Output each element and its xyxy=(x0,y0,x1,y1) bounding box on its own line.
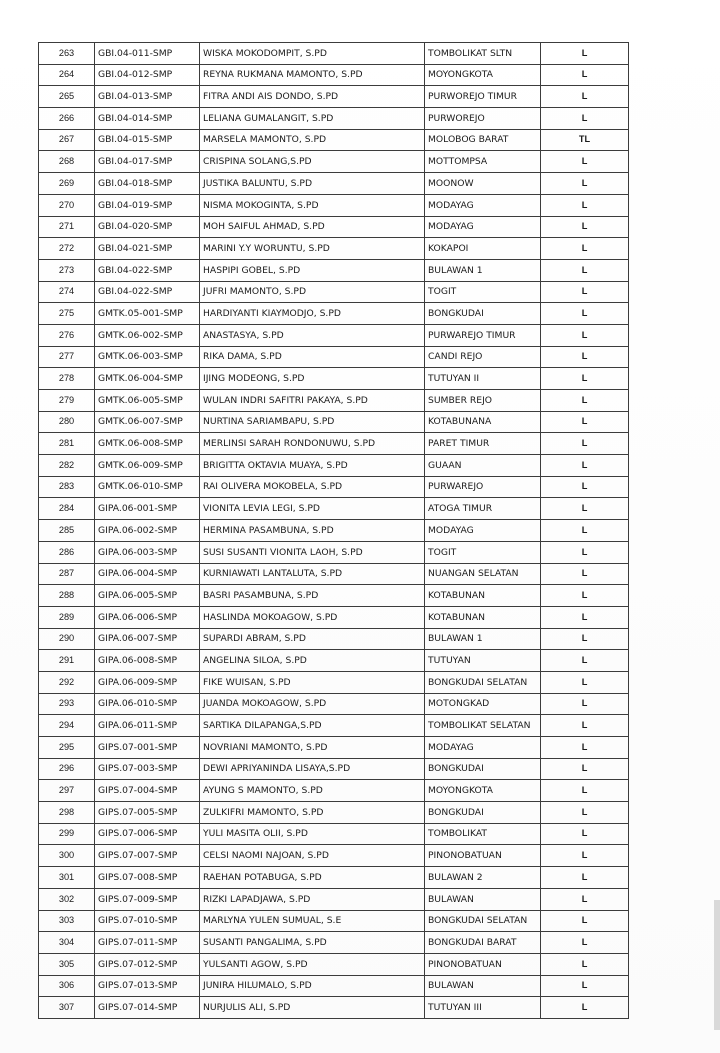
page-edge-shadow xyxy=(714,900,720,1030)
status-mark: L xyxy=(541,411,629,433)
table-row xyxy=(39,173,629,195)
status-mark: L xyxy=(541,476,629,498)
status-mark: L xyxy=(541,498,629,520)
status-mark: L xyxy=(541,43,629,65)
participant-code: GIPS.07-001-SMP xyxy=(95,737,200,759)
row-number: 301 xyxy=(39,867,95,889)
participant-name: RIZKI LAPADJAWA, S.PD xyxy=(200,888,425,910)
table-row xyxy=(39,455,629,477)
school-location: BONGKUDAI xyxy=(425,303,541,325)
status-mark: L xyxy=(541,997,629,1019)
participant-code: GBI.04-017-SMP xyxy=(95,151,200,173)
row-number: 275 xyxy=(39,303,95,325)
school-location: CANDI REJO xyxy=(425,346,541,368)
participant-name: YULSANTI AGOW, S.PD xyxy=(200,953,425,975)
school-location: PURWAREJO TIMUR xyxy=(425,324,541,346)
row-number: 305 xyxy=(39,953,95,975)
participant-name: IJING MODEONG, S.PD xyxy=(200,368,425,390)
school-location: NUANGAN SELATAN xyxy=(425,563,541,585)
participant-code: GIPA.06-003-SMP xyxy=(95,541,200,563)
participant-code: GIPA.06-002-SMP xyxy=(95,520,200,542)
participant-code: GMTK.06-010-SMP xyxy=(95,476,200,498)
school-location: PINONOBATUAN xyxy=(425,845,541,867)
participant-code: GIPS.07-004-SMP xyxy=(95,780,200,802)
table-row xyxy=(39,390,629,412)
school-location: KOTABUNAN xyxy=(425,606,541,628)
status-mark: L xyxy=(541,390,629,412)
status-mark: L xyxy=(541,259,629,281)
status-mark: L xyxy=(541,758,629,780)
participant-name: RAI OLIVERA MOKOBELA, S.PD xyxy=(200,476,425,498)
school-location: TUTUYAN II xyxy=(425,368,541,390)
status-mark: L xyxy=(541,303,629,325)
table-row xyxy=(39,43,629,65)
status-mark: L xyxy=(541,802,629,824)
school-location: BULAWAN xyxy=(425,975,541,997)
school-location: BONGKUDAI xyxy=(425,802,541,824)
row-number: 286 xyxy=(39,541,95,563)
participant-code: GBI.04-015-SMP xyxy=(95,129,200,151)
row-number: 299 xyxy=(39,823,95,845)
participant-name: KURNIAWATI LANTALUTA, S.PD xyxy=(200,563,425,585)
participant-name: AYUNG S MAMONTO, S.PD xyxy=(200,780,425,802)
status-mark: L xyxy=(541,433,629,455)
participant-name: BRIGITTA OKTAVIA MUAYA, S.PD xyxy=(200,455,425,477)
participant-code: GIPS.07-010-SMP xyxy=(95,910,200,932)
participant-name: MARLYNA YULEN SUMUAL, S.E xyxy=(200,910,425,932)
status-mark: L xyxy=(541,324,629,346)
participant-code: GMTK.05-001-SMP xyxy=(95,303,200,325)
participant-code: GBI.04-014-SMP xyxy=(95,108,200,130)
school-location: MOYONGKOTA xyxy=(425,64,541,86)
participant-code: GBI.04-012-SMP xyxy=(95,64,200,86)
table-row xyxy=(39,975,629,997)
participant-name: BASRI PASAMBUNA, S.PD xyxy=(200,585,425,607)
status-mark: L xyxy=(541,108,629,130)
participant-code: GIPA.06-008-SMP xyxy=(95,650,200,672)
participant-code: GMTK.06-002-SMP xyxy=(95,324,200,346)
table-row xyxy=(39,368,629,390)
table-row xyxy=(39,476,629,498)
participant-name: MARINI Y.Y WORUNTU, S.PD xyxy=(200,238,425,260)
school-location: MOTONGKAD xyxy=(425,693,541,715)
school-location: PURWOREJO xyxy=(425,108,541,130)
table-row xyxy=(39,671,629,693)
school-location: PARET TIMUR xyxy=(425,433,541,455)
participant-code: GMTK.06-003-SMP xyxy=(95,346,200,368)
participant-name: SARTIKA DILAPANGA,S.PD xyxy=(200,715,425,737)
participant-code: GBI.04-022-SMP xyxy=(95,281,200,303)
school-location: ATOGA TIMUR xyxy=(425,498,541,520)
status-mark: L xyxy=(541,975,629,997)
status-mark: L xyxy=(541,520,629,542)
row-number: 276 xyxy=(39,324,95,346)
school-location: MODAYAG xyxy=(425,737,541,759)
status-mark: L xyxy=(541,823,629,845)
school-location: MOONOW xyxy=(425,173,541,195)
row-number: 284 xyxy=(39,498,95,520)
participant-name: NISMA MOKOGINTA, S.PD xyxy=(200,194,425,216)
participant-code: GIPS.07-011-SMP xyxy=(95,932,200,954)
participant-name: SUPARDI ABRAM, S.PD xyxy=(200,628,425,650)
row-number: 271 xyxy=(39,216,95,238)
school-location: BONGKUDAI SELATAN xyxy=(425,671,541,693)
participant-name: REYNA RUKMANA MAMONTO, S.PD xyxy=(200,64,425,86)
row-number: 272 xyxy=(39,238,95,260)
status-mark: L xyxy=(541,368,629,390)
status-mark: L xyxy=(541,194,629,216)
participant-name: RAEHAN POTABUGA, S.PD xyxy=(200,867,425,889)
participant-code: GIPS.07-013-SMP xyxy=(95,975,200,997)
school-location: KOKAPOI xyxy=(425,238,541,260)
school-location: TOMBOLIKAT xyxy=(425,823,541,845)
status-mark: L xyxy=(541,281,629,303)
table-row xyxy=(39,867,629,889)
participant-code: GIPS.07-007-SMP xyxy=(95,845,200,867)
status-mark: L xyxy=(541,737,629,759)
status-mark: L xyxy=(541,151,629,173)
status-mark: L xyxy=(541,541,629,563)
participant-name: CELSI NAOMI NAJOAN, S.PD xyxy=(200,845,425,867)
table-row xyxy=(39,845,629,867)
school-location: BULAWAN xyxy=(425,888,541,910)
participant-code: GBI.04-018-SMP xyxy=(95,173,200,195)
status-mark: L xyxy=(541,910,629,932)
table-row xyxy=(39,758,629,780)
status-mark: L xyxy=(541,867,629,889)
row-number: 267 xyxy=(39,129,95,151)
status-mark: TL xyxy=(541,129,629,151)
table-row xyxy=(39,216,629,238)
status-mark: L xyxy=(541,346,629,368)
row-number: 277 xyxy=(39,346,95,368)
participant-table xyxy=(38,42,629,1019)
participant-name: NOVRIANI MAMONTO, S.PD xyxy=(200,737,425,759)
table-row xyxy=(39,303,629,325)
row-number: 306 xyxy=(39,975,95,997)
participant-name: WISKA MOKODOMPIT, S.PD xyxy=(200,43,425,65)
row-number: 287 xyxy=(39,563,95,585)
row-number: 300 xyxy=(39,845,95,867)
row-number: 293 xyxy=(39,693,95,715)
row-number: 264 xyxy=(39,64,95,86)
participant-code: GIPS.07-003-SMP xyxy=(95,758,200,780)
school-location: BONGKUDAI xyxy=(425,758,541,780)
participant-name: LELIANA GUMALANGIT, S.PD xyxy=(200,108,425,130)
participant-name: WULAN INDRI SAFITRI PAKAYA, S.PD xyxy=(200,390,425,412)
status-mark: L xyxy=(541,216,629,238)
table-row xyxy=(39,86,629,108)
row-number: 279 xyxy=(39,390,95,412)
school-location: MODAYAG xyxy=(425,194,541,216)
row-number: 307 xyxy=(39,997,95,1019)
participant-code: GMTK.06-009-SMP xyxy=(95,455,200,477)
row-number: 289 xyxy=(39,606,95,628)
participant-name: HASLINDA MOKOAGOW, S.PD xyxy=(200,606,425,628)
row-number: 278 xyxy=(39,368,95,390)
participant-code: GIPS.07-014-SMP xyxy=(95,997,200,1019)
row-number: 302 xyxy=(39,888,95,910)
table-row xyxy=(39,715,629,737)
school-location: BULAWAN 1 xyxy=(425,628,541,650)
school-location: BULAWAN 1 xyxy=(425,259,541,281)
school-location: TOMBOLIKAT SELATAN xyxy=(425,715,541,737)
school-location: BULAWAN 2 xyxy=(425,867,541,889)
status-mark: L xyxy=(541,173,629,195)
school-location: TUTUYAN III xyxy=(425,997,541,1019)
table-row xyxy=(39,411,629,433)
table-row xyxy=(39,693,629,715)
participant-name: NURTINA SARIAMBAPU, S.PD xyxy=(200,411,425,433)
participant-name: HASPIPI GOBEL, S.PD xyxy=(200,259,425,281)
participant-name: RIKA DAMA, S.PD xyxy=(200,346,425,368)
status-mark: L xyxy=(541,86,629,108)
status-mark: L xyxy=(541,628,629,650)
school-location: SUMBER REJO xyxy=(425,390,541,412)
row-number: 303 xyxy=(39,910,95,932)
row-number: 283 xyxy=(39,476,95,498)
status-mark: L xyxy=(541,715,629,737)
table-row xyxy=(39,888,629,910)
participant-code: GMTK.06-008-SMP xyxy=(95,433,200,455)
table-row xyxy=(39,910,629,932)
table-row xyxy=(39,281,629,303)
status-mark: L xyxy=(541,888,629,910)
participant-name: JUNIRA HILUMALO, S.PD xyxy=(200,975,425,997)
school-location: MODAYAG xyxy=(425,216,541,238)
participant-code: GMTK.06-005-SMP xyxy=(95,390,200,412)
table-row xyxy=(39,498,629,520)
participant-code: GBI.04-020-SMP xyxy=(95,216,200,238)
school-location: PURWOREJO TIMUR xyxy=(425,86,541,108)
row-number: 263 xyxy=(39,43,95,65)
status-mark: L xyxy=(541,64,629,86)
status-mark: L xyxy=(541,650,629,672)
participant-name: MOH SAIFUL AHMAD, S.PD xyxy=(200,216,425,238)
row-number: 285 xyxy=(39,520,95,542)
participant-name: SUSANTI PANGALIMA, S.PD xyxy=(200,932,425,954)
participant-code: GIPA.06-005-SMP xyxy=(95,585,200,607)
table-row xyxy=(39,606,629,628)
table-row xyxy=(39,129,629,151)
row-number: 282 xyxy=(39,455,95,477)
table-row xyxy=(39,259,629,281)
table-row xyxy=(39,238,629,260)
participant-code: GIPS.07-005-SMP xyxy=(95,802,200,824)
participant-name: NURJULIS ALI, S.PD xyxy=(200,997,425,1019)
table-row xyxy=(39,932,629,954)
row-number: 295 xyxy=(39,737,95,759)
status-mark: L xyxy=(541,671,629,693)
participant-name: JUFRI MAMONTO, S.PD xyxy=(200,281,425,303)
participant-name: SUSI SUSANTI VIONITA LAOH, S.PD xyxy=(200,541,425,563)
table-row xyxy=(39,737,629,759)
status-mark: L xyxy=(541,563,629,585)
participant-code: GBI.04-013-SMP xyxy=(95,86,200,108)
table-row xyxy=(39,780,629,802)
table-row xyxy=(39,585,629,607)
status-mark: L xyxy=(541,932,629,954)
participant-code: GIPS.07-006-SMP xyxy=(95,823,200,845)
school-location: MOTTOMPSA xyxy=(425,151,541,173)
participant-name: FITRA ANDI AIS DONDO, S.PD xyxy=(200,86,425,108)
row-number: 281 xyxy=(39,433,95,455)
participant-code: GIPA.06-010-SMP xyxy=(95,693,200,715)
table-row xyxy=(39,802,629,824)
participant-code: GMTK.06-004-SMP xyxy=(95,368,200,390)
status-mark: L xyxy=(541,693,629,715)
status-mark: L xyxy=(541,606,629,628)
school-location: BONGKUDAI SELATAN xyxy=(425,910,541,932)
status-mark: L xyxy=(541,455,629,477)
row-number: 291 xyxy=(39,650,95,672)
table-row xyxy=(39,108,629,130)
school-location: GUAAN xyxy=(425,455,541,477)
status-mark: L xyxy=(541,238,629,260)
school-location: KOTABUNAN xyxy=(425,585,541,607)
table-row xyxy=(39,151,629,173)
table-row xyxy=(39,953,629,975)
participant-code: GIPS.07-012-SMP xyxy=(95,953,200,975)
table-row xyxy=(39,194,629,216)
participant-name: VIONITA LEVIA LEGI, S.PD xyxy=(200,498,425,520)
row-number: 297 xyxy=(39,780,95,802)
participant-name: YULI MASITA OLII, S.PD xyxy=(200,823,425,845)
participant-name: ANASTASYA, S.PD xyxy=(200,324,425,346)
school-location: TOGIT xyxy=(425,281,541,303)
row-number: 296 xyxy=(39,758,95,780)
row-number: 298 xyxy=(39,802,95,824)
participant-name: HERMINA PASAMBUNA, S.PD xyxy=(200,520,425,542)
table-row xyxy=(39,650,629,672)
participant-code: GBI.04-011-SMP xyxy=(95,43,200,65)
participant-name: ANGELINA SILOA, S.PD xyxy=(200,650,425,672)
row-number: 268 xyxy=(39,151,95,173)
participant-name: CRISPINA SOLANG,S.PD xyxy=(200,151,425,173)
row-number: 290 xyxy=(39,628,95,650)
row-number: 292 xyxy=(39,671,95,693)
table-row xyxy=(39,823,629,845)
participant-code: GIPS.07-009-SMP xyxy=(95,888,200,910)
participant-code: GIPA.06-009-SMP xyxy=(95,671,200,693)
participant-name: DEWI APRIYANINDA LISAYA,S.PD xyxy=(200,758,425,780)
school-location: BONGKUDAI BARAT xyxy=(425,932,541,954)
participant-code: GIPA.06-001-SMP xyxy=(95,498,200,520)
school-location: PURWAREJO xyxy=(425,476,541,498)
school-location: MOLOBOG BARAT xyxy=(425,129,541,151)
row-number: 304 xyxy=(39,932,95,954)
status-mark: L xyxy=(541,953,629,975)
table-row xyxy=(39,563,629,585)
row-number: 266 xyxy=(39,108,95,130)
participant-code: GIPA.06-011-SMP xyxy=(95,715,200,737)
participant-name: FIKE WUISAN, S.PD xyxy=(200,671,425,693)
school-location: MODAYAG xyxy=(425,520,541,542)
participant-code: GIPS.07-008-SMP xyxy=(95,867,200,889)
table-row xyxy=(39,628,629,650)
table-row xyxy=(39,997,629,1019)
row-number: 270 xyxy=(39,194,95,216)
participant-code: GBI.04-022-SMP xyxy=(95,259,200,281)
participant-code: GIPA.06-007-SMP xyxy=(95,628,200,650)
participant-code: GMTK.06-007-SMP xyxy=(95,411,200,433)
school-location: PINONOBATUAN xyxy=(425,953,541,975)
row-number: 280 xyxy=(39,411,95,433)
school-location: TOMBOLIKAT SLTN xyxy=(425,43,541,65)
school-location: TOGIT xyxy=(425,541,541,563)
row-number: 288 xyxy=(39,585,95,607)
row-number: 274 xyxy=(39,281,95,303)
table-row xyxy=(39,64,629,86)
participant-name: JUSTIKA BALUNTU, S.PD xyxy=(200,173,425,195)
participant-code: GIPA.06-006-SMP xyxy=(95,606,200,628)
row-number: 269 xyxy=(39,173,95,195)
table-body xyxy=(39,43,629,1019)
row-number: 265 xyxy=(39,86,95,108)
status-mark: L xyxy=(541,845,629,867)
participant-name: HARDIYANTI KIAYMODJO, S.PD xyxy=(200,303,425,325)
table-row xyxy=(39,541,629,563)
status-mark: L xyxy=(541,585,629,607)
school-location: MOYONGKOTA xyxy=(425,780,541,802)
participant-name: JUANDA MOKOAGOW, S.PD xyxy=(200,693,425,715)
table-row xyxy=(39,346,629,368)
participant-name: MERLINSI SARAH RONDONUWU, S.PD xyxy=(200,433,425,455)
row-number: 294 xyxy=(39,715,95,737)
table-row xyxy=(39,324,629,346)
participant-code: GBI.04-021-SMP xyxy=(95,238,200,260)
school-location: TUTUYAN xyxy=(425,650,541,672)
participant-code: GBI.04-019-SMP xyxy=(95,194,200,216)
participant-name: MARSELA MAMONTO, S.PD xyxy=(200,129,425,151)
table-row xyxy=(39,520,629,542)
participant-code: GIPA.06-004-SMP xyxy=(95,563,200,585)
participant-name: ZULKIFRI MAMONTO, S.PD xyxy=(200,802,425,824)
row-number: 273 xyxy=(39,259,95,281)
status-mark: L xyxy=(541,780,629,802)
table-row xyxy=(39,433,629,455)
school-location: KOTABUNANA xyxy=(425,411,541,433)
